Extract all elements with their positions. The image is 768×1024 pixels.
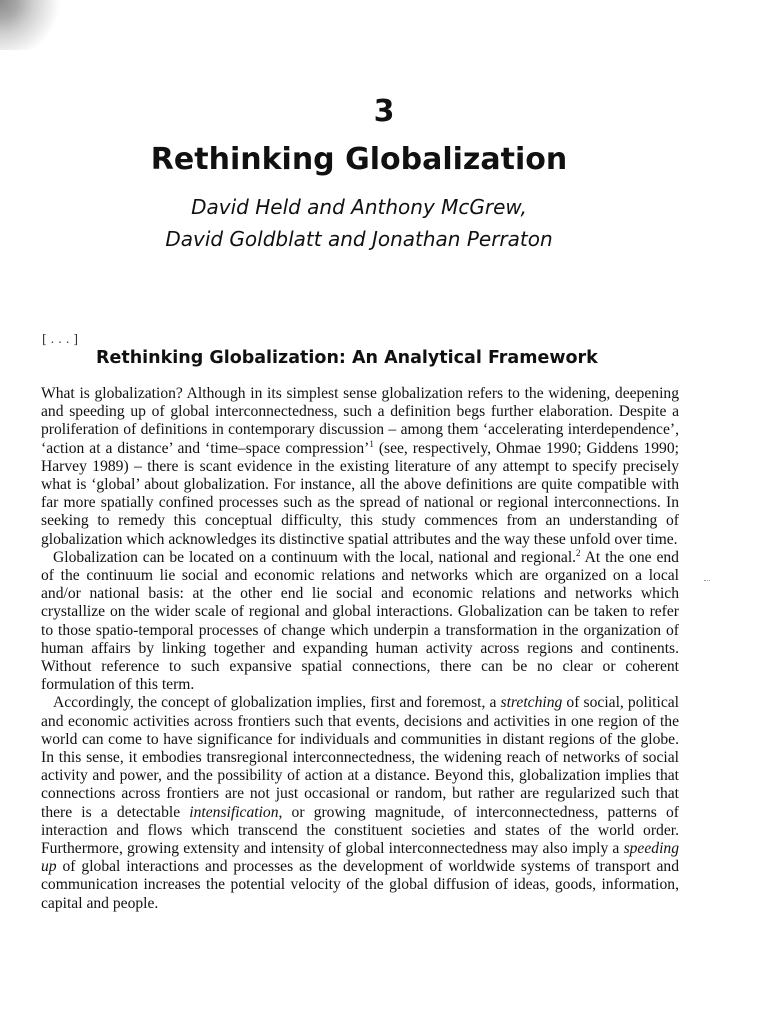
paragraph bbox=[41, 385, 679, 549]
authors-line-1: David Held and Anthony McGrew, bbox=[191, 195, 527, 219]
text-run: , or growing magnitude, of interconnectedness, patterns of interaction and flows which transcend the constituent societies and states of the world order. Furthermore, growing extensity and intensity of global interconnectedness may also imply a bbox=[41, 803, 679, 858]
text-run: Globalization can be located on a continuum with the local, national and regional. bbox=[53, 548, 577, 566]
paragraph bbox=[41, 694, 679, 912]
text-run: of social, political and economic activities across frontiers such that events, decisions and activities in one region of the world can come to have significance for individuals and communities in distant regions of the globe. In this sense, it embodies transregional interconnectedness, the widening reach of networks of social activity and power, and the possibility of action at a distance. Beyond this, globalization implies that connections across frontiers are not just occasional or random, but rather are regularized such that there is a detectable bbox=[41, 694, 680, 821]
authors-line-2: David Goldblatt and Jonathan Perraton bbox=[165, 227, 553, 251]
emphasis-text: speeding up bbox=[41, 840, 679, 876]
text-run: Accordingly, the concept of globalization implies, first and foremost, a bbox=[53, 694, 501, 712]
text-run: At the one end of the continuum lie social and economic relations and networks which are organized on a local and/or national basis: at the other end lie social and economic relations and networks which crystallize on the wider scale of regional and global interactions. Globalization can be taken to refer to those spatio-temporal processes of change which underpin a transformation in the organization of human affairs by linking together and expanding human activity across regions and continents. Without reference to such expansive spatial connections, there can be no clear or coherent formulation of this term. bbox=[41, 548, 679, 694]
chapter-title: Rethinking Globalization bbox=[150, 142, 568, 177]
footnote-marker: 2 bbox=[576, 547, 581, 558]
emphasis-text: intensification bbox=[189, 803, 279, 821]
text-run: of global interactions and processes as the development of worldwide systems of transport and communication increases the potential velocity of the global diffusion of ideas, goods, information, capital and people. bbox=[41, 858, 679, 912]
scan-speck bbox=[704, 580, 710, 583]
footnote-marker: 1 bbox=[369, 438, 374, 449]
scan-corner-artifact bbox=[0, 0, 90, 50]
text-run: What is globalization? Although in its simplest sense globalization refers to the widening, deepening and speeding up of global interconnectedness, such a definition begs further elaboration. Despite a proliferation of definitions in contemporary discussion – among them ‘accelerating interdependence’, ‘action at a distance’ and ‘time–space compression’ bbox=[41, 385, 679, 457]
body-text bbox=[41, 385, 679, 913]
chapter-number: 3 bbox=[373, 94, 395, 129]
emphasis-text: stretching bbox=[500, 694, 563, 712]
text-run: (see, respectively, Ohmae 1990; Giddens 1990; Harvey 1989) – there is scant evidence in the existing literature of any attempt to specify precisely what is ‘global’ about globalization. For instance, all the above definitions are quite compatible with far more spatially confined processes such as the spread of national or regional interconnections. In seeking to remedy this conceptual difficulty, this study commences from an understanding of globalization which acknowledges its distinctive spatial attributes and the way these unfold over time. bbox=[41, 439, 679, 548]
omission-marker: [ . . . ] bbox=[42, 332, 79, 346]
section-heading: Rethinking Globalization: An Analytical Framework bbox=[96, 348, 598, 368]
paragraph bbox=[41, 549, 679, 695]
